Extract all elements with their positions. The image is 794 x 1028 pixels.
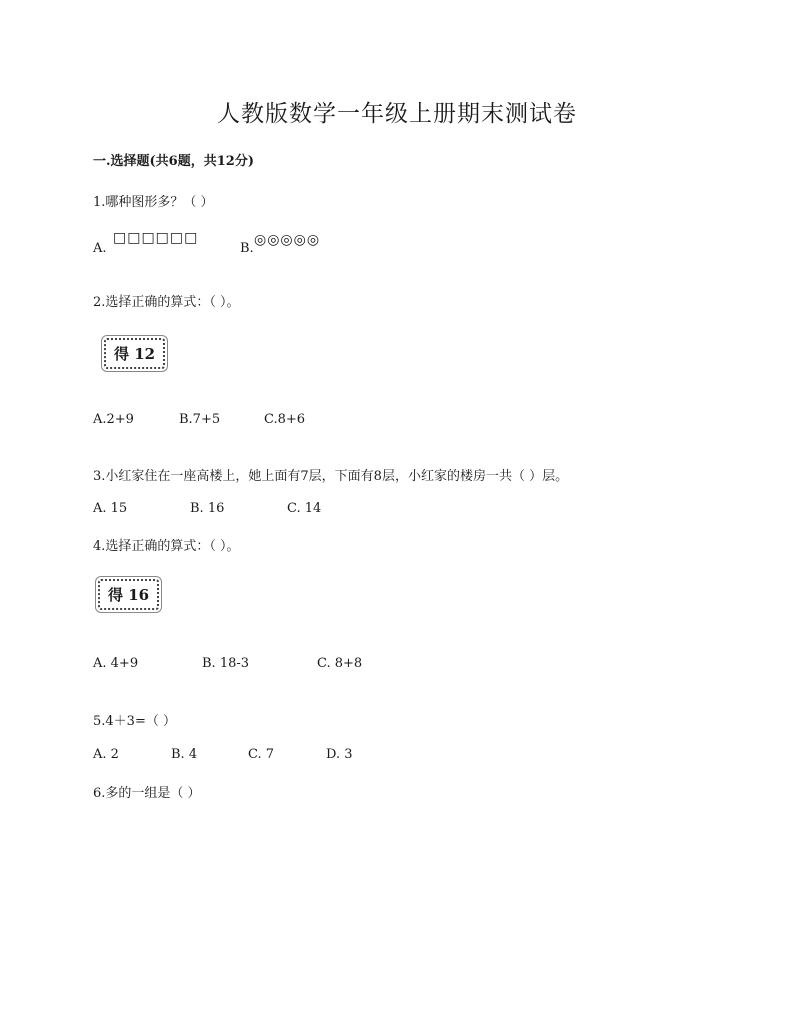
- question-5-option-a: A. 2: [93, 747, 119, 762]
- question-4-option-a: A. 4+9: [93, 656, 139, 671]
- section-heading: 一.选择题(共6题，共12分): [93, 154, 254, 169]
- question-4-figure-badge: 得 16: [98, 579, 159, 610]
- question-1-option-b-circles: ◎◎◎◎◎: [254, 232, 321, 248]
- question-5-stem: 5.4＋3=（ ）: [93, 714, 176, 729]
- question-3-option-a: A. 15: [93, 501, 128, 516]
- question-5-option-c: C. 7: [248, 747, 275, 762]
- question-4-stem: 4.选择正确的算式：（ ）。: [93, 539, 240, 554]
- question-1-option-a-label: A.: [93, 241, 107, 256]
- question-4-option-c: C. 8+8: [317, 656, 363, 671]
- question-1-stem: 1.哪种图形多？（ ）: [93, 195, 214, 210]
- question-3-option-b: B. 16: [190, 501, 225, 516]
- question-1-option-b-label: B.: [240, 241, 254, 256]
- question-2-figure-badge: 得 12: [104, 338, 165, 369]
- page-title: 人教版数学一年级上册期末测试卷: [217, 101, 577, 127]
- question-5-option-b: B. 4: [171, 747, 198, 762]
- question-3-option-c: C. 14: [287, 501, 322, 516]
- question-2-option-b: B.7+5: [179, 412, 221, 427]
- question-4-option-b: B. 18-3: [202, 656, 250, 671]
- question-5-option-d: D. 3: [326, 747, 353, 762]
- question-2-stem: 2.选择正确的算式：（ ）。: [93, 295, 240, 310]
- question-6-stem: 6.多的一组是（ ）: [93, 786, 201, 801]
- question-3-stem: 3.小红家住在一座高楼上，她上面有7层，下面有8层，小红家的楼房一共（ ）层。: [93, 469, 569, 484]
- question-2-option-c: C.8+6: [264, 412, 306, 427]
- question-1-option-a-squares: □□□□□□: [113, 230, 199, 246]
- question-2-option-a: A.2+9: [93, 412, 134, 427]
